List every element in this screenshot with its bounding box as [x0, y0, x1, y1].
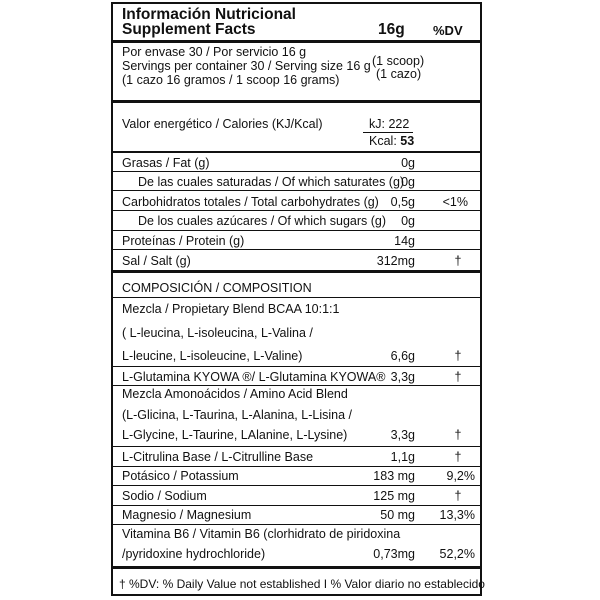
divider: [113, 100, 480, 103]
magnesium-label: Magnesio / Magnesium: [122, 508, 252, 522]
bcaa-dv: †: [454, 349, 462, 363]
b6-dv: 52,2%: [439, 547, 475, 561]
nutrient-amount-carbs: 0,5g: [390, 195, 415, 209]
energy-kj: kJ: 222: [369, 117, 410, 131]
nutrient-label-sugars: De los cuales azúcares / Of which sugars (g): [138, 214, 387, 228]
sodium-label: Sodio / Sodium: [122, 489, 207, 503]
servings-line-es: Por envase 30 / Por servicio 16 g: [122, 45, 307, 59]
nutrient-amount-fat: 0g: [401, 156, 415, 170]
energy-kcal: [369, 134, 414, 148]
composition-header: COMPOSICIÓN / COMPOSITION: [122, 281, 312, 295]
scoop-line: (1 cazo 16 gramos / 1 scoop 16 grams): [122, 73, 340, 87]
glutamine-label: L-Glutamina KYOWA ®/ L-Glutamina KYOWA®: [122, 370, 386, 384]
amino-dv: †: [454, 428, 462, 442]
nutrient-label-protein: Proteínas / Protein (g): [122, 234, 245, 248]
divider: [113, 524, 480, 525]
b6-line-1: Vitamina B6 / Vitamin B6 (clorhidrato de piridoxina: [122, 527, 401, 541]
magnesium-amount: 50 mg: [380, 508, 415, 522]
scoop-en: (1 scoop): [372, 54, 425, 68]
scoop-es: (1 cazo): [376, 67, 422, 81]
bcaa-line-2: ( L-leucina, L-isoleucina, L-Valina /: [122, 326, 313, 340]
divider: [113, 566, 480, 569]
divider: [113, 385, 480, 386]
dv-header: %DV: [433, 23, 463, 38]
kcal-label: Kcal:: [369, 134, 397, 148]
bcaa-line-3: L-leucine, L-isoleucine, L-Valine): [122, 349, 303, 363]
glutamine-dv: †: [454, 370, 462, 384]
b6-line-2: /pyridoxine hydrochloride): [122, 547, 266, 561]
divider: [113, 40, 480, 43]
bcaa-amount: 6,6g: [390, 349, 415, 363]
divider: [113, 171, 480, 172]
serving-amount-header: 16g: [378, 21, 405, 38]
nutrient-amount-sugars: 0g: [401, 214, 415, 228]
divider: [113, 446, 480, 447]
footer-note: † %DV: % Daily Value not established I % Valor diario no establecido: [119, 577, 485, 591]
citrulline-amount: 1,1g: [390, 450, 415, 464]
nutrient-dv-carbs: <1%: [442, 195, 468, 209]
nutrient-label-salt: Sal / Salt (g): [122, 254, 191, 268]
divider: [113, 151, 480, 153]
divider: [113, 366, 480, 367]
citrulline-dv: †: [454, 450, 462, 464]
potassium-dv: 9,2%: [446, 469, 475, 483]
nutrient-amount-saturates: 0g: [401, 175, 415, 189]
amino-line-1: Mezcla Amonoácidos / Amino Acid Blend: [122, 387, 348, 401]
divider: [363, 132, 413, 133]
energy-label: Valor energético / Calories (KJ/Kcal): [122, 117, 323, 131]
nutrient-amount-protein: 14g: [394, 234, 415, 248]
title-es: Información Nutricional: [122, 6, 296, 23]
citrulline-label: L-Citrulina Base / L-Citrulline Base: [122, 450, 314, 464]
supplement-facts-label: [111, 2, 485, 596]
sodium-amount: 125 mg: [373, 489, 415, 503]
amino-line-3: L-Glycine, L-Taurine, LAlanine, L-Lysine): [122, 428, 348, 442]
nutrient-label-fat: Grasas / Fat (g): [122, 156, 210, 170]
magnesium-dv: 13,3%: [439, 508, 475, 522]
servings-line-en: Servings per container 30 / Serving size 16 g: [122, 59, 371, 73]
divider: [113, 230, 480, 231]
title-en: Supplement Facts: [122, 21, 256, 38]
nutrient-amount-salt: 312mg: [376, 254, 415, 268]
b6-amount: 0,73mg: [373, 547, 415, 561]
sodium-dv: †: [454, 489, 462, 503]
bcaa-line-1: Mezcla / Propietary Blend BCAA 10:1:1: [122, 302, 340, 316]
divider: [113, 485, 480, 486]
nutrient-label-carbs: Carbohidratos totales / Total carbohydrates (g): [122, 195, 379, 209]
divider: [113, 270, 480, 273]
kcal-value: 53: [400, 134, 415, 148]
divider: [113, 466, 480, 467]
potassium-amount: 183 mg: [373, 469, 415, 483]
nutrient-dv-salt: †: [454, 254, 462, 268]
glutamine-amount: 3,3g: [390, 370, 415, 384]
divider: [113, 297, 480, 298]
divider: [113, 249, 480, 250]
potassium-label: Potásico / Potassium: [122, 469, 239, 483]
nutrient-label-saturates: De las cuales saturadas / Of which saturates (g): [138, 175, 405, 189]
divider: [113, 505, 480, 506]
divider: [113, 210, 480, 211]
divider: [113, 190, 480, 191]
amino-line-2: (L-Glicina, L-Taurina, L-Alanina, L-Lisina /: [122, 408, 352, 422]
amino-amount: 3,3g: [390, 428, 415, 442]
